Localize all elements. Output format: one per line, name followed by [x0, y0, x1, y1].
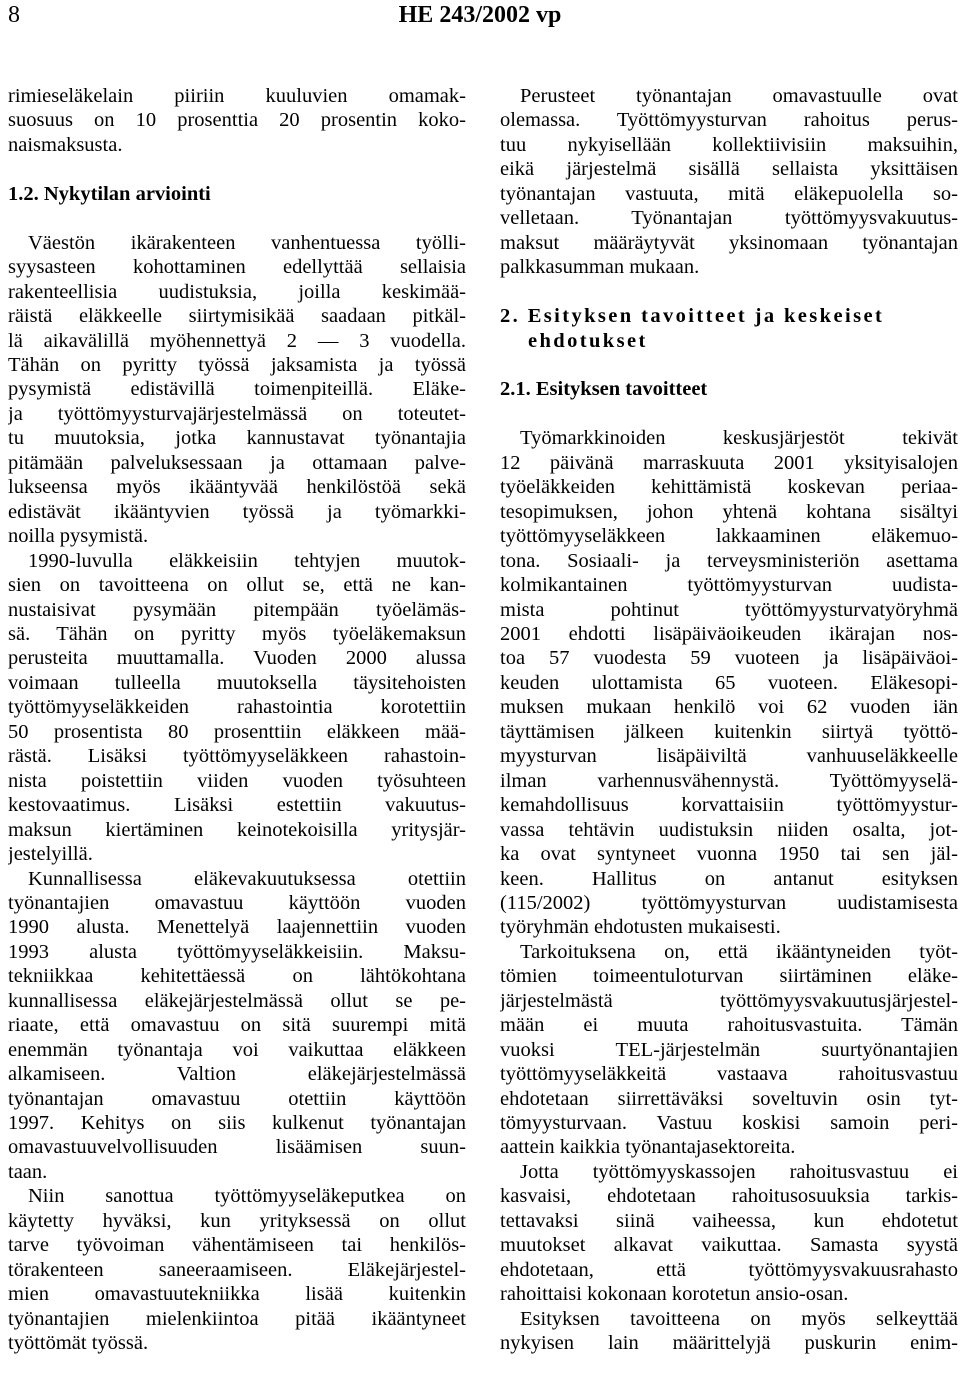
text-line: toa 57 vuodesta 59 vuoteen ja lisäpäiväoi-: [500, 647, 958, 670]
text-line: tu muutoksia, jotka kannustavat työnantajia: [8, 427, 466, 450]
text-line: työttömät työssä.: [8, 1332, 149, 1355]
text-line: velletaan. Työnantajan työttömyysvakuutus-: [500, 207, 958, 230]
text-line: kunnallisessa eläkejärjestelmässä ollut se pe-: [8, 989, 466, 1012]
text-line: naismaksusta.: [8, 133, 123, 156]
text-line: työttömyyseläkkeiden rahastointia korotettiin: [8, 696, 466, 719]
text-line: perusteita muuttamalla. Vuoden 2000 alussa: [8, 647, 466, 670]
text-line: jestelyillä.: [8, 843, 93, 866]
text-line: keen. Hallitus on antanut esityksen: [500, 867, 958, 890]
text-line: pysymistä edistävillä toimenpiteillä. Eläke-: [8, 378, 466, 401]
paragraph: [500, 1307, 958, 1356]
text-line: käytetty hyväksi, kun yrityksessä on ollut: [8, 1209, 466, 1232]
text-line: nykyisen lain määrittelyjä puskurin enim-: [500, 1332, 958, 1355]
text-line: mään ei muuta rahoitusvastuita. Tämän: [500, 1014, 958, 1037]
text-line: tettavaksi siinä vaiheessa, kun ehdotetut: [500, 1209, 958, 1232]
text-line: suosuus on 10 prosenttia 20 prosentin koko-: [8, 109, 466, 132]
text-line: syysasteen kohottaminen edellyttää sellaisia: [8, 256, 466, 279]
text-line: voimaan tulleella muutoksella täysitehoisten: [8, 671, 466, 694]
text-line: muutokset alkavat vaikuttaa. Samasta syystä: [500, 1234, 958, 1257]
section-heading-continued: ehdotukset: [528, 329, 648, 352]
text-line: Jotta työttömyyskassojen rahoitusvastuu ei: [520, 1160, 958, 1183]
text-line: nustaisivat pysymään pitempään työelämäs-: [8, 598, 466, 621]
text-line: työryhmän ehdotusten mukaisesti.: [500, 916, 781, 939]
text-line: tesopimuksen, johon yhtenä kohtana sisältyi: [500, 500, 958, 523]
text-line: Väestön ikärakenteen vanhentuessa työlli-: [28, 231, 466, 254]
text-line: palkkasumman mukaan.: [500, 256, 700, 279]
paragraph: [500, 1160, 958, 1307]
spacer: [500, 353, 958, 377]
text-line: 12 päivänä marraskuuta 2001 yksityisalojen: [500, 451, 958, 474]
text-line: aattein kaikkia työnantajasektoreita.: [500, 1136, 796, 1159]
text-line: eikä järjestelmä sisällä sellaista yksittäisen: [500, 158, 958, 181]
text-line: taan.: [8, 1160, 48, 1183]
text-line: työttömyyseläkkeitä vastaava rahoitusvastuu: [500, 1063, 958, 1086]
paragraph: [500, 84, 958, 280]
text-line: työnantajan omavastuu otettiin käyttöön: [8, 1087, 466, 1110]
text-line: työttömyyseläkkeen lakkaaminen eläkemuo-: [500, 525, 958, 548]
paragraph: [8, 1184, 466, 1355]
text-line: työnantajan vastuuta, mitä eläkepuolella so-: [500, 182, 958, 205]
text-line: lä aikavälillä myöhennettyä 2 — 3 vuodella.: [8, 329, 466, 352]
text-line: nista poistettiin viiden vuoden työsuhteen: [8, 769, 466, 792]
spacer: [500, 280, 958, 304]
text-line: ehdotetaan siirrettäväksi soveltuvin osin tyt-: [500, 1087, 958, 1110]
text-line: (115/2002) työttömyysturvan uudistamisesta: [500, 891, 958, 914]
text-line: muksen mukaan henkilö voi 62 vuoden iän: [500, 696, 958, 719]
text-line: 50 prosentista 80 prosenttiin eläkkeen mää-: [8, 720, 466, 743]
text-line: maksun kiertäminen keinotekoisilla yritysjär-: [8, 818, 466, 841]
paragraph: [8, 867, 466, 1185]
text-line: rakenteellisia uudistuksia, joilla keskimää-: [8, 280, 466, 303]
text-line: ilman varhennusvähennystä. Työttömyyselä-: [500, 769, 958, 792]
text-line: kemahdollisuus korvattaisiin työttömyystur-: [500, 794, 958, 817]
text-line: Tähän on pyritty työssä jaksamista ja työssä: [8, 353, 466, 376]
text-line: ehdotetaan, että työttömyysvakuusrahasto: [500, 1258, 958, 1281]
text-line: 1990 alusta. Menettelyä laajennettiin vuoden: [8, 916, 466, 939]
text-line: 2001 ehdotti lisäpäiväoikeuden ikärajan nos-: [500, 622, 958, 645]
text-line: tuu nykyisellään kollektiivisiin maksuihin,: [500, 133, 958, 156]
text-line: ka ovat syntyneet vuonna 1950 tai sen jäl-: [500, 843, 958, 866]
text-line: työnantajien mielenkiintoa pitää ikääntyneet: [8, 1307, 466, 1330]
text-line: 1993 alusta työttömyyseläkkeisiin. Maksu-: [8, 940, 466, 963]
subsection-heading: 2.1. Esityksen tavoitteet: [500, 378, 708, 401]
text-line: mien omavastuutekniikka lisää kuitenkin: [8, 1283, 466, 1306]
text-line: Esityksen tavoitteena on myös selkeyttää: [520, 1307, 958, 1330]
text-line: Kunnallisessa eläkevakuutuksessa otettiin: [28, 867, 466, 890]
paragraph: [8, 549, 466, 867]
page-number: 8: [8, 2, 20, 28]
text-line: Niin sanottua työttömyyseläkeputkea on: [28, 1185, 466, 1208]
text-line: riaate, että omavastuu on sitä suurempi mitä: [8, 1014, 466, 1037]
paragraph: [8, 84, 466, 157]
text-line: 1990-luvulla eläkkeisiin tehtyjen muutok-: [28, 549, 466, 572]
text-line: ja työttömyysturvajärjestelmässä on toteutet-: [8, 402, 466, 425]
paragraph: [500, 940, 958, 1160]
text-line: enemmän työnantaja voi vaikuttaa eläkkeen: [8, 1038, 466, 1061]
text-line: pitämään palveluksessaan ja ottamaan palve-: [8, 451, 466, 474]
text-line: työeläkkeiden kehittämistä koskevan periaa-: [500, 476, 958, 499]
section-heading: 1.2. Nykytilan arviointi: [8, 182, 211, 205]
right-column: [500, 84, 958, 1356]
text-line: räistä eläkkeelle siirtymisikää saadaan pitkäl-: [8, 305, 466, 328]
text-line: alkamiseen. Valtion eläkejärjestelmässä: [8, 1063, 466, 1086]
text-line: törakenteen saneeraamiseen. Eläkejärjestel-: [8, 1258, 466, 1281]
text-line: keuden ulottamista 65 vuoteen. Eläkesopi-: [500, 671, 958, 694]
text-line: sien on tavoitteena on ollut se, että ne kan-: [8, 574, 466, 597]
text-line: tömyysturvaan. Vastuu koskisi samoin peri-: [500, 1112, 958, 1135]
text-line: noilla pysymistä.: [8, 525, 149, 548]
text-line: järjestelmästä työttömyysvakuutusjärjestel-: [500, 989, 958, 1012]
text-line: tekniikkaa kehitettäessä on lähtökohtana: [8, 965, 466, 988]
text-line: Työmarkkinoiden keskusjärjestöt tekivät: [520, 427, 958, 450]
text-line: myysturvan lisäpäiviltä vanhuuseläkkeelle: [500, 745, 958, 768]
text-line: tömien toimeentuloturvan siirtäminen eläke-: [500, 965, 958, 988]
text-line: rimieseläkelain piiriin kuuluvien omamak-: [8, 85, 466, 107]
spacer: [8, 157, 466, 181]
text-line: lukseensa myös ikääntyvää henkilöstöä sekä: [8, 476, 466, 499]
paragraph: [8, 231, 466, 549]
text-line: kolmikantainen työttömyysturvan uudista-: [500, 574, 958, 597]
text-line: mista pohtinut työttömyysturvatyöryhmä: [500, 598, 958, 621]
text-line: olemassa. Työttömyysturvan rahoitus perus-: [500, 109, 958, 132]
section-heading: 2. Esityksen tavoitteet ja keskeiset: [500, 305, 885, 328]
text-line: Tarkoituksena on, että ikääntyneiden työt-: [520, 940, 958, 963]
text-line: omavastuuvelvollisuuden lisäämisen suun-: [8, 1136, 466, 1159]
left-column: [8, 84, 466, 1356]
spacer: [8, 206, 466, 230]
text-line: sä. Tähän on pyritty myös työeläkemaksun: [8, 622, 466, 645]
text-line: edistävät ikääntyvien työssä ja työmarkki-: [8, 500, 466, 523]
text-line: 1997. Kehitys on siis kulkenut työnantajan: [8, 1112, 466, 1135]
text-line: rästä. Lisäksi työttömyyseläkkeen rahastoin-: [8, 745, 466, 768]
spacer: [500, 402, 958, 426]
text-line: täyttämisen jälkeen kuitenkin siirtyä työttö-: [500, 720, 958, 743]
document-id: HE 243/2002 vp: [398, 2, 562, 28]
page-header: [0, 0, 960, 36]
text-line: maksut määräytyvät yksinomaan työnantajan: [500, 231, 958, 254]
text-line: rahoittaisi kokonaan korotetun ansio-osan.: [500, 1283, 849, 1306]
text-line: kasvaisi, ehdotetaan rahoitusosuuksia tarkis-: [500, 1185, 958, 1208]
text-line: Perusteet työnantajan omavastuulle ovat: [520, 85, 958, 107]
text-line: työnantajien omavastuu käyttöön vuoden: [8, 891, 466, 914]
text-line: kestovaatimus. Lisäksi estettiin vakuutus-: [8, 794, 466, 817]
paragraph: [500, 426, 958, 940]
text-line: tarve työvoiman vähentämiseen tai henkilös-: [8, 1234, 466, 1257]
text-line: vassa tehtävin uudistuksin niiden osalta, jot-: [500, 818, 958, 841]
text-line: vuoksi TEL-järjestelmän suurtyönantajien: [500, 1038, 958, 1061]
text-line: tona. Sosiaali- ja terveysministeriön asettama: [500, 549, 958, 572]
